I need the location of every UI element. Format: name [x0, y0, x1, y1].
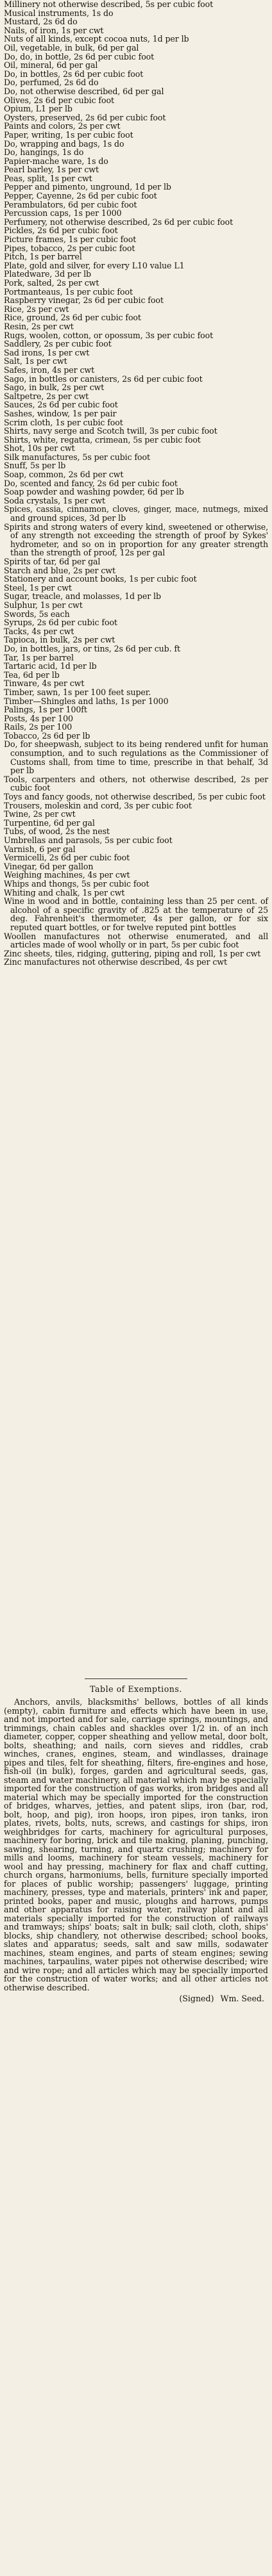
tariff-entry [4, 792, 268, 801]
tariff-entry [4, 584, 268, 593]
tariff-entry-text: Spirits and strong waters of every kind, sweetened or otherwise, of any strength not exceeding the strength of proof by Sykes' hydrometer, and so on in proportion for any greater strength than the strength of proof, 12s per gal [4, 521, 271, 558]
tariff-entry [4, 375, 268, 384]
tariff-entry-text: Pitch, 1s per barrel [4, 252, 82, 262]
tariff-entry [4, 418, 268, 427]
tariff-entry-text: Picture frames, 1s per cubic foot [4, 234, 137, 245]
tariff-entry [4, 279, 268, 288]
tariff-entry-text: Tubs, of wood, 2s the nest [4, 826, 110, 837]
tariff-entry-text: Pepper and pimento, unground, 1d per lb [4, 182, 171, 192]
tariff-entry [4, 44, 268, 53]
tariff-entry-text: Rails, 2s per 100 [4, 722, 72, 732]
tariff-entry [4, 244, 268, 253]
tariff-entry [4, 627, 268, 636]
tariff-entry [4, 174, 268, 183]
tariff-entry-text: Sago, in bottles or canisters, 2s 6d per cubic foot [4, 373, 203, 384]
tariff-entry-text: Varnish, 6 per gal [4, 844, 76, 854]
tariff-entry [4, 400, 268, 409]
tariff-entry [4, 714, 268, 723]
tariff-entry [4, 313, 268, 322]
tariff-entry [4, 140, 268, 149]
tariff-entry-text: Scrim cloth, 1s per cubic foot [4, 417, 123, 427]
tariff-entry-text: Plate, gold and silver, for every L10 value L1 [4, 260, 185, 270]
tariff-entry-text: Salt, 1s per cwt [4, 356, 67, 366]
tariff-entry [4, 679, 268, 688]
tariff-entry [4, 409, 268, 418]
tariff-entry [4, 732, 268, 741]
tariff-entry [4, 845, 268, 854]
tariff-entry-text: Timber, sawn, 1s per 100 feet super. [4, 687, 151, 697]
section-divider [85, 1678, 187, 1679]
tariff-entry [4, 739, 271, 776]
tariff-entry-text: Tacks, 4s per cwt [4, 626, 74, 636]
tariff-entry-text: Do, hangings, 1s do [4, 147, 84, 158]
tariff-entry-text: Papier-mache ware, 1s do [4, 156, 108, 166]
tariff-entry-text: Oysters, preserved, 2s 6d per cubic foot [4, 112, 166, 122]
tariff-entry [4, 827, 268, 836]
tariff-entry-text: Pickles, 2s 6d per cubic foot [4, 226, 118, 236]
tariff-entry [4, 862, 268, 871]
tariff-entry-text: Stationery and account books, 1s per cubic foot [4, 574, 197, 584]
tariff-entry [4, 801, 268, 810]
tariff-entry [4, 340, 268, 349]
tariff-entry [4, 453, 268, 462]
tariff-entry-text: Tea, 6d per lb [4, 669, 60, 680]
tariff-entry [4, 521, 271, 558]
tariff-entry [4, 566, 268, 575]
tariff-entry-text: Platedware, 3d per lb [4, 269, 91, 279]
tariff-entry-text: Opium, L1 per lb [4, 104, 72, 114]
tariff-entry [4, 87, 268, 96]
tariff-entry [4, 644, 268, 653]
tariff-entry-text: Perfumery, not otherwise described, 2s 6d per cubic foot [4, 217, 234, 227]
tariff-entry-text: Silk manufactures, 5s per cubic foot [4, 452, 150, 462]
tariff-entry-text: Shirts, white, regatta, crimean, 5s per cubic foot [4, 434, 201, 445]
tariff-entry [4, 436, 268, 445]
tariff-entry [4, 575, 268, 584]
tariff-entry-text: Sashes, window, 1s per pair [4, 408, 117, 418]
tariff-entry [4, 70, 268, 79]
tariff-entry-text: Sulphur, 1s per cwt [4, 600, 83, 610]
tariff-entry-text: Musical instruments, 1s do [4, 8, 114, 18]
tariff-entry-text: Shot, 10s per cwt [4, 443, 75, 454]
tariff-entry-text: Safes, iron, 4s per cwt [4, 365, 95, 375]
tariff-entry [4, 349, 268, 357]
tariff-entry-text: Soap, common, 2s 6d per cwt [4, 470, 124, 480]
tariff-entry [4, 427, 268, 436]
tariff-entry [4, 26, 268, 35]
tariff-entry [4, 192, 268, 201]
tariff-entry [4, 871, 268, 880]
tariff-entry [4, 688, 268, 697]
tariff-entry [4, 296, 268, 305]
tariff-entry-text: Spirits of tar, 6d per gal [4, 557, 101, 566]
tariff-entry-text: Tapioca, in bulk, 2s per cwt [4, 635, 115, 645]
tariff-entry [4, 810, 268, 819]
tariff-entry-text: Syrups, 2s 6d per cubic foot [4, 618, 117, 628]
tariff-entry-text: Millinery not otherwise described, 5s per cubic foot [4, 0, 214, 9]
tariff-entry-text: Rice, ground, 2s 6d per cubic foot [4, 313, 141, 323]
tariff-entry [4, 0, 268, 9]
signature-line [4, 1994, 264, 2003]
tariff-entry-text: Do, wrapping and bags, 1s do [4, 138, 124, 149]
tariff-entry-text: Paper, writing, 1s per cubic foot [4, 129, 133, 140]
tariff-entry-text: Toys and fancy goods, not otherwise described, 5s per cubic foot [4, 792, 266, 802]
tariff-entry-text: Posts, 4s per 100 [4, 713, 73, 723]
tariff-entry [4, 17, 268, 26]
tariff-entry-text: Tartaric acid, 1d per lb [4, 661, 97, 671]
tariff-entry [4, 461, 268, 470]
tariff-entry-text: Woollen manufactures not otherwise enumerated, and all articles made of wool wholly or in part, 5s per cubic foot [4, 931, 271, 950]
tariff-entry-text: Starch and blue, 2s per cwt [4, 565, 115, 575]
tariff-entry [4, 261, 268, 270]
tariff-entry-text: Trousers, moleskin and cord, 3s per cubic foot [4, 800, 192, 810]
tariff-entry [4, 183, 268, 192]
tariff-entry-text: Twine, 2s per cwt [4, 809, 76, 819]
tariff-entry-text: Whips and thongs, 5s per cubic foot [4, 878, 149, 889]
tariff-entry-text: Oil, vegetable, in bulk, 6d per gal [4, 42, 139, 53]
tariff-entry [4, 774, 271, 793]
tariff-entry-text: Nuts of all kinds, except cocoa nuts, 1d per lb [4, 34, 189, 44]
tariff-entry-text: Pipes, tobacco, 2s per cubic foot [4, 243, 135, 253]
tariff-entry-text: Swords, 5s each [4, 609, 70, 619]
tariff-entry [4, 9, 268, 18]
tariff-entry-text: Palings, 1s per 100ft [4, 705, 87, 715]
tariff-entry [4, 557, 268, 566]
tariff-entry-text: Paints and colors, 2s per cwt [4, 121, 121, 131]
tariff-entry-text: Vinegar, 6d per gallon [4, 861, 94, 871]
tariff-entry [4, 653, 268, 662]
tariff-entry-text: Tobacco, 2s 6d per lb [4, 730, 90, 741]
tariff-entry [4, 53, 268, 62]
tariff-entry-text: Rice, 2s per cwt [4, 304, 69, 314]
tariff-entry [4, 270, 268, 279]
tariff-entry [4, 479, 268, 488]
tariff-entry [4, 96, 268, 105]
tariff-entry [4, 896, 271, 932]
tariff-entry [4, 252, 268, 261]
tariff-entry-text: Soda crystals, 1s per cwt [4, 495, 105, 505]
tariff-entry-text: Sugar, treacle, and molasses, 1d per lb [4, 591, 161, 602]
tariff-entry [4, 931, 271, 950]
tariff-entry-text: Peas, split, 1s per cwt [4, 173, 92, 183]
tariff-entry-text: Do, not otherwise described, 6d per gal [4, 86, 164, 96]
tariff-entry [4, 958, 268, 967]
exemptions-paragraph: Anchors, anvils, blacksmiths' bellows, bottles of all kinds (empty), cabin furniture and effects which have been in use, and not imported and for sale, carriage springs, mountings, and trimmings, chain cables and shackles over 1/2 in. of an inch diameter, copper, copper sheathing and yellow metal, door bolt, bolts, sheathing; and nails, corn sieves and riddles, crab winches, cranes, engines, steam, and windlasses, drainage pipes and tiles, felt for sheathing, filters, fire-engines and hose, fish-oil (in bulk), forges, garden and agricultural seeds, gas, steam and water machinery, all material which may be specially imported for the construction of gas works, iron bridges and all material which may be specially imported for the construction of bridges, wharves, jetties, and patent slips, iron (bar, rod, bolt, hoop, and pig), iron hoops, iron pipes, iron tanks, iron plates, rivets, bolts, nuts, screws, and castings for ships, iron weighbridges for carts, machinery for agricultural purposes, machinery for boring, brick and tile making, planing, punching, sawing, shearing, turning, and quartz crushing; machinery for mills and looms, machinery for steam vessels, machinery for wool and hay pressing, machinery for flax and chaff cutting, church organs, harmoniums, bells, furniture specially imported for places of public worship; passengers' luggage, printing machinery, presses, type and materials, printers' ink and paper, printed books, paper and music, ploughs and harrows, pumps and other apparatus for raising water, railway plant and all materials specially imported for the construction of railways and tramways; ships' boats; salt in bulk; sail cloth, cloth, ships' blocks, ship chandlery, not otherwise described; school books, slates and apparatus; seeds, salt and saw mills, sodawater machines, steam engines, and parts of steam engines; sewing machines, tarpaulins, water pipes not otherwise described; wire and wire rope; and all articles which may be specially imported for the construction of water works; and all other articles not otherwise described. [4, 1697, 268, 1992]
tariff-entry-text: Resin, 2s per cwt [4, 321, 74, 331]
tariff-entry [4, 671, 268, 680]
tariff-entry [4, 444, 268, 453]
tariff-entry [4, 592, 268, 601]
signatory-name: Wm. Seed. [220, 1994, 264, 2003]
tariff-entry [4, 305, 268, 314]
tariff-entry-text: Vermicelli, 2s 6d per cubic foot [4, 853, 130, 863]
tariff-entry [4, 131, 268, 140]
tariff-entry-text: Pearl barley, 1s per cwt [4, 165, 99, 175]
exemptions-heading: Table of Exemptions. [90, 1684, 182, 1694]
tariff-entry [4, 331, 268, 340]
tariff-entry-text: Portmanteaus, 1s per cubic foot [4, 286, 133, 297]
tariff-entry [4, 366, 268, 375]
tariff-entry-text: Perambulators, 6d per cubic foot [4, 199, 137, 209]
tariff-entry [4, 636, 268, 644]
tariff-entry [4, 836, 268, 845]
tariff-entry-text: Steel, 1s per cwt [4, 582, 72, 593]
tariff-entry [4, 209, 268, 218]
tariff-entry [4, 610, 268, 619]
tariff-entry [4, 889, 268, 898]
tariff-entry [4, 496, 268, 505]
tariff-entry [4, 853, 268, 862]
tariff-entry [4, 819, 268, 828]
tariff-entry-text: Mustard, 2s 6d do [4, 17, 78, 27]
tariff-entry [4, 235, 268, 244]
tariff-entry-text: Saltpetre, 2s per cwt [4, 391, 89, 401]
tariff-entry [4, 35, 268, 44]
tariff-entry-text: Sauces, 2s 6d per cubic foot [4, 400, 118, 410]
tariff-entry-text: Weighing machines, 4s per cwt [4, 870, 130, 880]
tariff-entry [4, 723, 268, 732]
tariff-entry-text: Tinware, 4s per cwt [4, 678, 85, 689]
tariff-entry-text: Do, in bottles, 2s 6d per cubic foot [4, 69, 144, 79]
tariff-entry [4, 288, 268, 297]
tariff-entry-text: Soap powder and washing powder, 6d per lb [4, 487, 184, 497]
tariff-entry-text: Saddlery, 2s per cubic foot [4, 339, 112, 349]
tariff-entry-text: Sago, in bulk, 2s per cwt [4, 382, 105, 393]
tariff-entry-text: Zinc manufactures not otherwise described, 4s per cwt [4, 957, 227, 967]
tariff-entry-text: Do, in bottles, jars, or tins, 2s 6d per cub. ft [4, 643, 180, 653]
tariff-entry-text: Pork, salted, 2s per cwt [4, 278, 99, 288]
tariff-entry-text: Do, perfumed, 2s 6d do [4, 78, 99, 88]
tariff-entry-text: Raspberry vinegar, 2s 6d per cubic foot [4, 295, 164, 306]
tariff-entry [4, 662, 268, 671]
tariff-entry-text: Wine in wood and in bottle, containing less than 25 per cent. of alcohol of a specific gravity of .825 at the temperature of 25 deg. Fahrenheit's thermometer, 4s per gallon, or for six reputed quart bottles, or for twelve reputed pint bottles [4, 896, 271, 932]
tariff-entry [4, 949, 268, 958]
signed-label: (Signed) [179, 1994, 214, 2003]
tariff-entry [4, 218, 268, 227]
tariff-entry [4, 504, 271, 523]
tariff-entry-text: Rugs, woolen, cotton, or opossum, 3s per cubic foot [4, 330, 214, 340]
tariff-entry [4, 470, 268, 479]
tariff-entry-text: Tools, carpenters and others, not otherwise described, 2s per cubic foot [4, 774, 271, 793]
tariff-entry-text: Zinc sheets, tiles, ridging, guttering, piping and roll, 1s per cwt [4, 948, 261, 958]
tariff-entry [4, 104, 268, 113]
tariff-entry [4, 601, 268, 610]
tariff-entry-text: Do, for sheepwash, subject to its being rendered unfit for human consumption, and to such regulations as the Commissioner of Customs shall, from time to time, prescribe in that behalf, 3d per lb [4, 739, 271, 776]
tariff-entry [4, 880, 268, 889]
exemptions-section [4, 1678, 268, 2003]
tariff-entry [4, 618, 268, 627]
tariff-entry [4, 226, 268, 235]
tariff-entry-text: Umbrellas and parasols, 5s per cubic foot [4, 835, 173, 845]
tariff-entry-text: Shirts, navy serge and Scotch twill, 3s per cubic foot [4, 426, 217, 436]
tariff-entry-text: Turpentine, 6d per gal [4, 817, 95, 828]
tariff-entry-text: Snuff, 5s per lb [4, 461, 66, 471]
tariff-entry-text: Do, scented and fancy, 2s 6d per cubic foot [4, 478, 178, 488]
tariff-entry-text: Timber—Shingles and laths, 1s per 1000 [4, 696, 169, 706]
tariff-entry [4, 488, 268, 496]
tariff-entry-text: Spices, cassia, cinnamon, cloves, ginger, mace, nutmegs, mixed and ground spices, 3d per lb [4, 504, 271, 523]
tariff-entry [4, 148, 268, 157]
tariff-entry [4, 383, 268, 392]
tariff-entry [4, 78, 268, 87]
tariff-list [4, 0, 271, 967]
tariff-entry [4, 157, 268, 166]
tariff-entry [4, 705, 268, 714]
tariff-entry [4, 61, 268, 70]
tariff-entry [4, 165, 268, 174]
tariff-entry [4, 697, 268, 706]
tariff-entry [4, 392, 268, 401]
tariff-entry-text: Pepper, Cayenne, 2s 6d per cubic foot [4, 191, 157, 201]
tariff-entry-text: Percussion caps, 1s per 1000 [4, 208, 122, 218]
tariff-entry-text: Do, do, in bottle, 2s 6d per cubic foot [4, 51, 155, 62]
tariff-entry-text: Sad irons, 1s per cwt [4, 347, 90, 357]
tariff-entry-text: Olives, 2s 6d per cubic foot [4, 95, 114, 105]
tariff-entry [4, 357, 268, 366]
tariff-entry-text: Whiting and chalk, 1s per cwt [4, 887, 125, 898]
tariff-entry [4, 122, 268, 131]
tariff-entry [4, 201, 268, 209]
tariff-entry-text: Tar, 1s per barrel [4, 652, 74, 662]
tariff-entry-text: Oil, mineral, 6d per gal [4, 60, 98, 70]
tariff-entry-text: Nails, of iron, 1s per cwt [4, 25, 104, 35]
tariff-entry [4, 113, 268, 122]
tariff-entry [4, 322, 268, 331]
